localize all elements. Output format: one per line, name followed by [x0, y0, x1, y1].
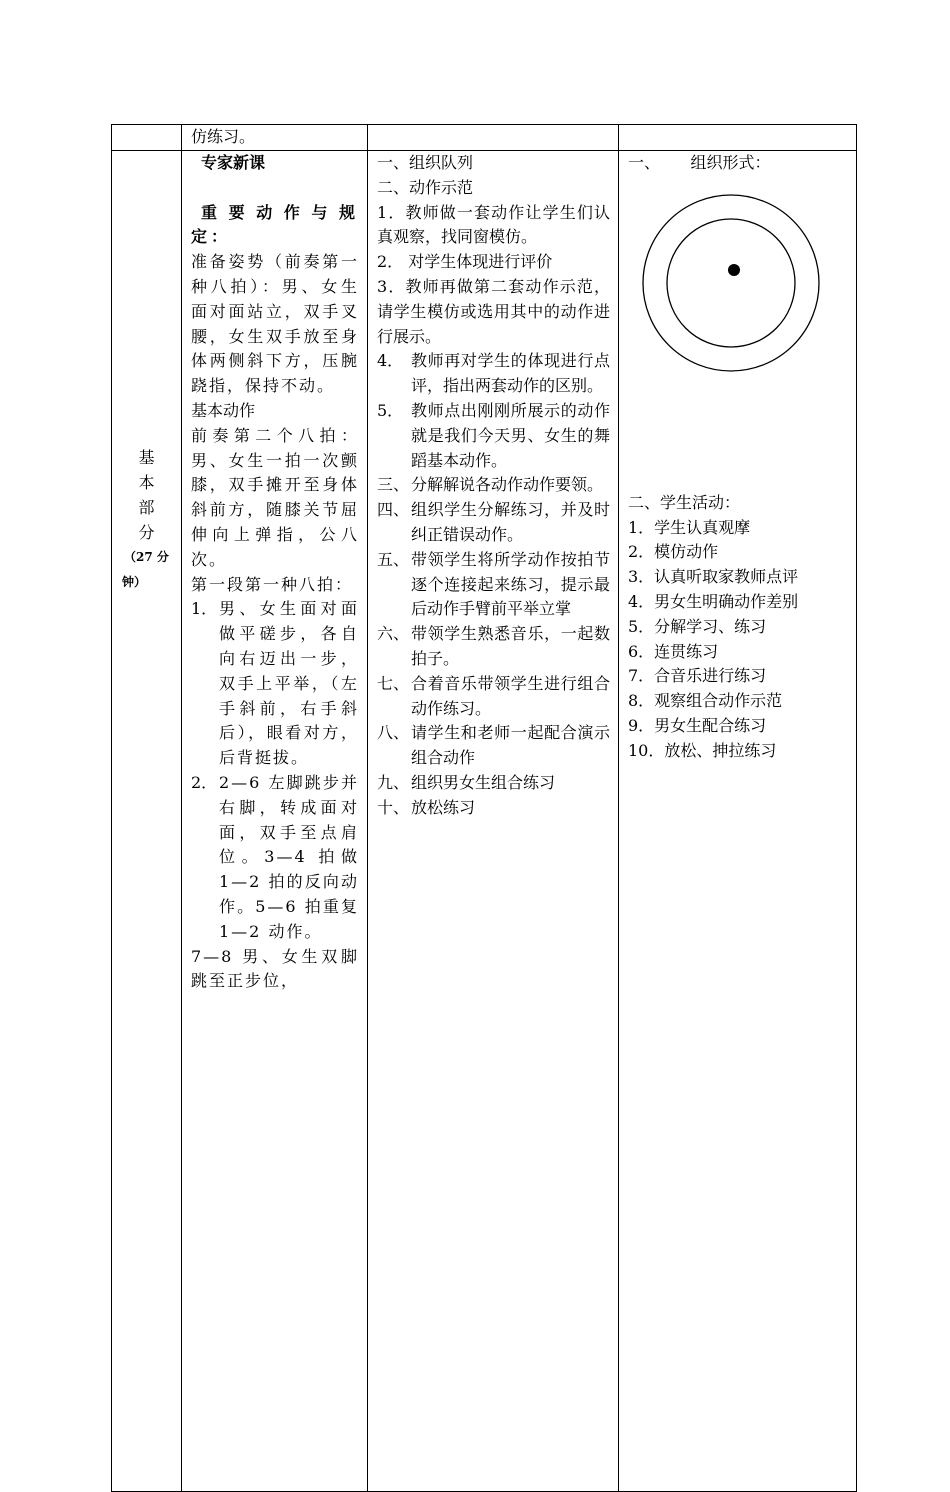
teacher-item — [377, 498, 610, 548]
teacher-position-dot — [728, 264, 740, 276]
item-number: 十、 — [377, 797, 410, 817]
content-paragraph: 基本动作 — [191, 400, 256, 420]
item-number: 4． — [377, 351, 404, 371]
outer-circle — [643, 195, 819, 371]
teacher-line: 3．教师再做第二套动作示范，请学生模仿或选用其中的动作进行展示。 — [377, 276, 610, 346]
lesson-plan-table — [111, 124, 857, 1492]
heading-key-moves: 重要动作与规定： — [191, 202, 359, 247]
student-activity: 9．男女生配合练习 — [628, 715, 767, 735]
content-item — [191, 597, 359, 771]
org-form-label: 一、 组织形式： — [628, 153, 771, 172]
teacher-line: 二、动作示范 — [377, 177, 474, 197]
teacher-item — [377, 771, 610, 796]
teacher-item — [377, 548, 610, 622]
teacher-item — [377, 473, 610, 498]
student-activity-label: 二、学生活动： — [628, 492, 741, 512]
student-activity: 3．认真听取家教师点评 — [628, 567, 799, 587]
item-number: 1． — [191, 599, 218, 619]
item-text: 教师再对学生的体现进行点评，指出两套动作的区别。 — [411, 351, 610, 396]
item-text: 组织学生分解练习，并及时纠正错误动作。 — [411, 500, 610, 544]
item-text: 放松练习 — [411, 797, 476, 817]
inner-circle — [667, 219, 795, 347]
teacher-cell-empty — [368, 125, 619, 151]
item-number: 5． — [377, 400, 404, 420]
section-label-cell — [112, 151, 182, 1492]
item-text: 男、女生面对面做平磋步，各自向右迈出一步，双手上平举，（左手斜前，右手斜后），眼看对方，后背挺拔。 — [219, 599, 359, 768]
teacher-item — [377, 721, 610, 771]
item-number: 四、 — [377, 500, 410, 520]
content-paragraph: 前奏第二个八拍：男、女生一拍一次颤膝，双手摊开至身体斜前方，随膝关节屈伸向上弹指，公八次。 — [191, 425, 359, 569]
section-char: 基 — [138, 448, 155, 467]
content-cell — [182, 151, 368, 1492]
item-text: 教师点出刚刚所展示的动作就是我们今天男、女生的舞蹈基本动作。 — [411, 400, 610, 470]
table-row-continuation — [112, 125, 857, 151]
item-text: 组织男女生组合练习 — [411, 772, 556, 792]
section-char: 本 — [138, 473, 155, 492]
teacher-item — [377, 672, 610, 722]
item-number: 五、 — [377, 549, 410, 569]
content-paragraph: 第一段第一种八拍： — [191, 574, 354, 594]
section-time-line1: （27 分 — [124, 550, 169, 564]
content-cell-continuation — [182, 125, 368, 151]
student-activity: 2．模仿动作 — [628, 542, 719, 562]
section-char: 部 — [138, 498, 155, 517]
content-paragraph: 准备姿势（前奏第一种八拍）：男、女生面对面站立，双手叉腰，女生双手放至身体两侧斜下方，压腕跷指，保持不动。 — [191, 252, 359, 396]
section-char: 分 — [138, 523, 155, 542]
item-number: 六、 — [377, 624, 410, 644]
item-number: 八、 — [377, 723, 410, 743]
student-activity: 7．合音乐进行练习 — [628, 666, 767, 686]
continuation-text: 仿练习。 — [191, 127, 256, 146]
formation-diagram — [640, 192, 822, 374]
teacher-cell — [368, 151, 619, 1492]
content-paragraph-tail: 7—8 男、女生双脚跳至正步位， — [191, 946, 359, 991]
table-row-basic-part — [112, 151, 857, 1492]
student-activity: 1．学生认真观摩 — [628, 517, 751, 537]
teacher-item — [377, 622, 610, 672]
teacher-line: 2． 对学生体现进行评价 — [377, 252, 553, 272]
item-text: 带领学生将所学动作按拍节逐个连接起来练习，提示最后动作手臂前平举立掌 — [411, 549, 610, 619]
heading-expert-lesson: 专家新课 — [201, 153, 266, 172]
item-text: 带领学生熟悉音乐，一起数拍子。 — [411, 624, 610, 668]
item-text: 合着音乐带领学生进行组合动作练习。 — [411, 673, 610, 718]
teacher-line: 1．教师做一套动作让学生们认真观察，找同窗模仿。 — [377, 202, 610, 247]
student-cell — [619, 151, 857, 1492]
content-item — [191, 771, 359, 945]
student-activity: 6．连贯练习 — [628, 641, 719, 661]
teacher-item — [377, 349, 610, 399]
section-cell-empty — [112, 125, 182, 151]
item-text: 2—6 左脚跳步并右脚，转成面对面，双手至点肩位。3—4 拍做 1—2 拍的反向动作。5—6 拍重复 1—2 动作。 — [219, 772, 359, 941]
student-activity: 4．男女生明确动作差别 — [628, 591, 799, 611]
section-time-line2: 钟） — [122, 575, 147, 589]
teacher-line: 一、组织队列 — [377, 153, 474, 172]
item-text: 分解解说各动作动作要领。 — [411, 475, 604, 495]
student-cell-empty — [619, 125, 857, 151]
student-activity: 8．观察组合动作示范 — [628, 691, 783, 711]
teacher-item — [377, 796, 610, 821]
student-activity: 10．放松、抻拉练习 — [628, 740, 777, 760]
item-number: 三、 — [377, 475, 410, 495]
teacher-item — [377, 399, 610, 473]
item-number: 2． — [191, 772, 218, 792]
item-text: 请学生和老师一起配合演示组合动作 — [411, 723, 610, 768]
student-activity: 5．分解学习、练习 — [628, 616, 767, 636]
item-number: 九、 — [377, 772, 410, 792]
item-number: 七、 — [377, 673, 410, 693]
